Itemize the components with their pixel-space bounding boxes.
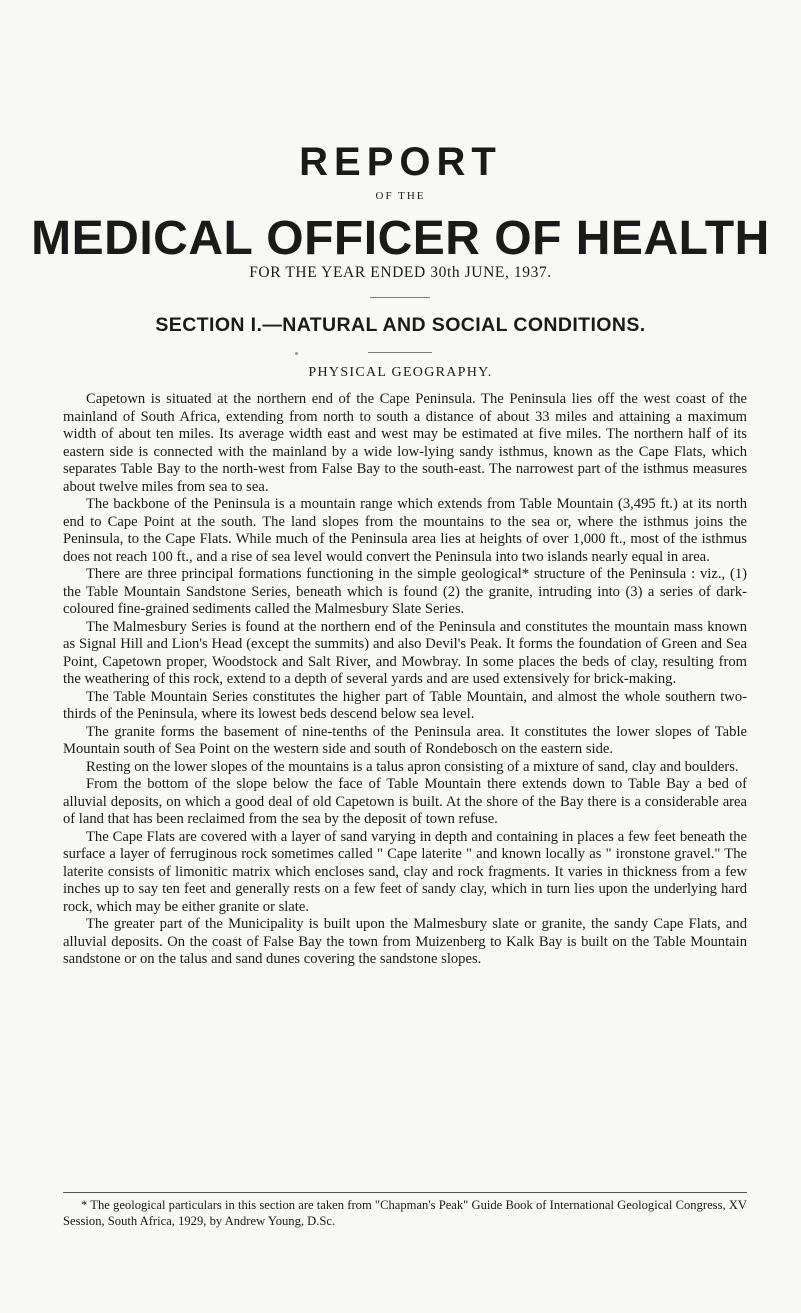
year-line: FOR THE YEAR ENDED 30th JUNE, 1937. — [249, 264, 552, 281]
paragraph: The Malmesbury Series is found at the northern end of the Peninsula and constitutes the mountain mass known as Signal Hill and Lion's Head (except the summits) and also Devil's Peak. It forms the foundation of Green and Sea Point, Capetown proper, Woodstock and Salt River, and Mowbray. In some places the beds of clay, resulting from the weathering of this rock, extend to a depth of several yards and are used extensively for brick-making. — [63, 618, 747, 687]
document-title: MEDICAL OFFICER OF HEALTH — [31, 212, 770, 265]
section-title: SECTION I.—NATURAL AND SOCIAL CONDITIONS. — [155, 314, 646, 336]
print-speck — [295, 352, 298, 355]
footnote-rule — [63, 1192, 747, 1193]
paragraph: Resting on the lower slopes of the mountains is a talus apron consisting of a mixture of sand, clay and boulders. — [86, 758, 739, 775]
divider-rule-section — [368, 352, 432, 353]
paragraph: The Cape Flats are covered with a layer of sand varying in depth and containing in places a few feet beneath the surface a layer of ferruginous rock sometimes called " Cape laterite " and known locally as " ironstone gravel." The laterite consists of limonitic matrix which encloses sand, clay and rock fragments. It varies in thickness from a few inches up to say ten feet and generally rests on a few feet of sandy clay, which in turn lies upon the underlying hard rock, which may be either granite or slate. — [63, 828, 747, 915]
divider-rule-top — [370, 297, 430, 298]
paragraph: From the bottom of the slope below the face of Table Mountain there extends down to Table Bay a bed of alluvial deposits, on which a good deal of old Capetown is built. At the shore of the Bay there is a considerable area of land that has been reclaimed from the sea by the deposit of town refuse. — [63, 776, 747, 827]
paragraph: There are three principal formations functioning in the simple geological* structure of the Peninsula : viz., (1) the Table Mountain Sandstone Series, beneath which is found (2) the granite, intruding into (3) a series of dark-coloured fine-grained sediments called the Malmesbury Slate Series. — [63, 566, 747, 617]
paragraph: The backbone of the Peninsula is a mountain range which extends from Table Mountain (3,495 ft.) at its north end to Cape Point at the south. The land slopes from the mountains to the sea or, where the isthmus joins the Peninsula, to the Cape Flats. While much of the Peninsula area lies at heights of over 1,000 ft., most of the isthmus does not reach 100 ft., and a rise of sea level would convert the Peninsula into two islands nearly equal in area. — [63, 496, 747, 565]
of-the-line: OF THE — [375, 190, 426, 202]
paragraph: The greater part of the Municipality is built upon the Malmesbury slate or granite, the sandy Cape Flats, and alluvial deposits. On the coast of False Bay the town from Muizenberg to Kalk Bay is built on the Table Mountain sandstone or on the talus and sand dunes covering the sandstone slopes. — [63, 916, 747, 967]
report-heading: REPORT — [299, 140, 502, 184]
body-text — [63, 391, 747, 969]
paragraph: The granite forms the basement of nine-tenths of the Peninsula area. It constitutes the lower slopes of Table Mountain south of Sea Point on the western side and south of Rondebosch on the eastern side. — [63, 723, 747, 757]
subheading: PHYSICAL GEOGRAPHY. — [308, 365, 493, 380]
paragraph: Capetown is situated at the northern end of the Cape Peninsula. The Peninsula lies off the west coast of the mainland of South Africa, extending from north to south a distance of about 33 miles and attaining a maximum width of about ten miles. Its average width east and west may be estimated at five miles. The northern half of its eastern side is connected with the mainland by a wide low-lying sandy isthmus, known as the Cape Flats, which separates Table Bay to the north-west from False Bay to the south-east. The narrowest part of the isthmus measures about twelve miles from sea to sea. — [63, 391, 747, 495]
paragraph: The Table Mountain Series constitutes the higher part of Table Mountain, and almost the whole southern two-thirds of the Peninsula, where its lowest beds descend below sea level. — [63, 688, 747, 722]
footnote: * The geological particulars in this section are taken from "Chapman's Peak" Guide Book of International Geological Congress, XV Session, South Africa, 1929, by Andrew Young, D.Sc. — [63, 1198, 747, 1228]
